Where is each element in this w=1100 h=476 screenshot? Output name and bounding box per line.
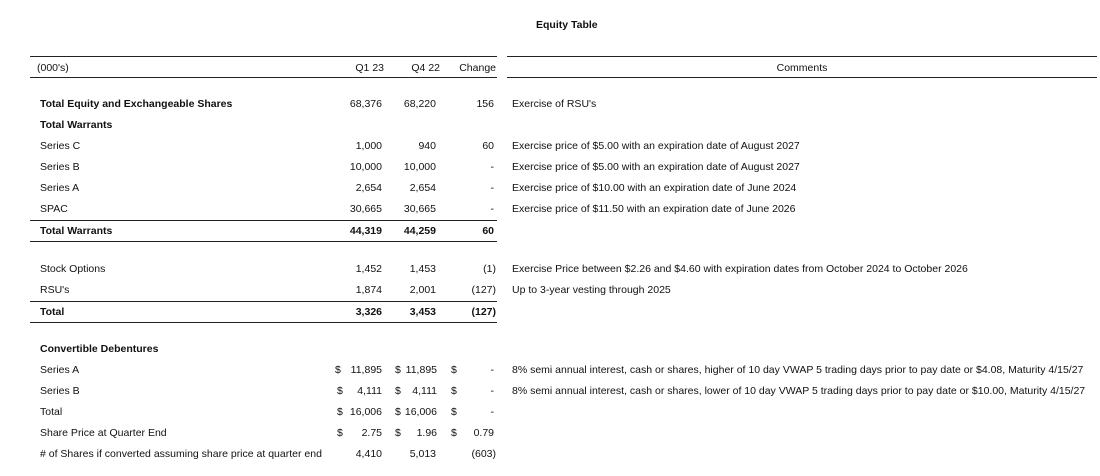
spac-q4: 30,665: [403, 203, 436, 215]
shares-converted-change: (603): [471, 448, 496, 460]
total-options-label: Total: [40, 306, 65, 318]
options-subtotal-rule-bottom: [30, 322, 497, 323]
rsus-q4: 2,001: [409, 284, 436, 296]
series-b-warrant-change: -: [490, 161, 494, 173]
conv-series-b-q1-currency: $: [337, 385, 343, 397]
series-c-comment: Exercise price of $5.00 with an expiration date of August 2027: [512, 140, 800, 152]
column-header-q4: Q4 22: [411, 62, 440, 74]
share-price-q4: 1.96: [416, 427, 437, 439]
series-c-q4: 940: [418, 140, 436, 152]
conv-series-b-change: -: [490, 385, 494, 397]
series-b-warrant-q4: 10,000: [403, 161, 436, 173]
series-c-change: 60: [482, 140, 494, 152]
conv-series-b-q1: 4,111: [357, 385, 382, 397]
shares-converted-label: # of Shares if converted assuming share price at quarter end: [40, 448, 322, 460]
header-bottom-rule-right: [507, 77, 1097, 78]
rsus-q1: 1,874: [355, 284, 382, 296]
header-top-rule-left: [30, 56, 497, 57]
total-options-q1: 3,326: [355, 306, 382, 318]
conv-series-b-q4: 4,111: [412, 385, 437, 397]
rsus-label: RSU's: [40, 284, 70, 296]
conv-series-a-label: Series A: [40, 364, 80, 376]
conv-series-a-q4-currency: $: [395, 364, 401, 376]
series-a-warrant-q1: 2,654: [355, 182, 382, 194]
conv-series-b-comment: 8% semi annual interest, cash or shares, lower of 10 day VWAP 5 trading days prior to pay date or $10.00, Maturity 4/15/27: [512, 385, 1086, 397]
total-equity-q1: 68,376: [349, 98, 382, 110]
series-a-warrant-label: Series A: [40, 182, 80, 194]
conv-series-a-comment: 8% semi annual interest, cash or shares, higher of 10 day VWAP 5 trading days prior to pay date or $4.08, Maturity 4/15/27: [512, 364, 1084, 376]
conv-series-a-change-currency: $: [451, 364, 457, 376]
stock-options-label: Stock Options: [40, 263, 106, 275]
total-warrants-q1: 44,319: [349, 225, 382, 237]
shares-converted-q4: 5,013: [409, 448, 436, 460]
rsus-change: (127): [471, 284, 496, 296]
conv-series-a-q4: 11,895: [405, 364, 437, 376]
conv-series-b-label: Series B: [40, 385, 80, 397]
convertible-debentures-heading: Convertible Debentures: [40, 343, 159, 355]
total-equity-comment: Exercise of RSU's: [512, 98, 597, 110]
column-header-q1: Q1 23: [355, 62, 384, 74]
units-label: (000's): [37, 62, 69, 74]
conv-total-label: Total: [40, 406, 63, 418]
share-price-q4-currency: $: [395, 427, 401, 439]
warrants-subtotal-rule-bottom: [30, 241, 497, 242]
conv-total-q4: 16,006: [404, 406, 437, 418]
share-price-change: 0.79: [473, 427, 494, 439]
total-equity-change: 156: [476, 98, 494, 110]
conv-total-q4-currency: $: [395, 406, 401, 418]
shares-converted-q1: 4,410: [355, 448, 382, 460]
share-price-change-currency: $: [451, 427, 457, 439]
conv-series-a-q1-currency: $: [335, 364, 341, 376]
conv-total-change: -: [490, 406, 494, 418]
series-b-warrant-comment: Exercise price of $5.00 with an expiration date of August 2027: [512, 161, 800, 173]
stock-options-q4: 1,453: [409, 263, 436, 275]
series-b-warrant-label: Series B: [40, 161, 80, 173]
total-equity-q4: 68,220: [403, 98, 436, 110]
stock-options-change: (1): [483, 263, 496, 275]
header-top-rule-right: [507, 56, 1097, 57]
rsus-comment: Up to 3-year vesting through 2025: [512, 284, 671, 296]
spac-change: -: [490, 203, 494, 215]
column-header-comments: Comments: [776, 62, 828, 74]
series-a-warrant-change: -: [490, 182, 494, 194]
share-price-q1: 2.75: [361, 427, 382, 439]
total-warrants-label: Total Warrants: [40, 225, 113, 237]
conv-series-b-change-currency: $: [451, 385, 457, 397]
conv-total-q1: 16,006: [349, 406, 382, 418]
conv-total-change-currency: $: [451, 406, 457, 418]
conv-series-a-q1: 11,895: [350, 364, 382, 376]
total-warrants-q4: 44,259: [403, 225, 436, 237]
stock-options-q1: 1,452: [355, 263, 382, 275]
series-c-label: Series C: [40, 140, 81, 152]
series-c-q1: 1,000: [355, 140, 382, 152]
spac-comment: Exercise price of $11.50 with an expiration date of June 2026: [512, 203, 796, 215]
share-price-label: Share Price at Quarter End: [40, 427, 167, 439]
warrants-subtotal-rule-top: [30, 220, 497, 221]
header-bottom-rule-left: [30, 77, 497, 78]
series-b-warrant-q1: 10,000: [349, 161, 382, 173]
stock-options-comment: Exercise Price between $2.26 and $4.60 with expiration dates from October 2024 to October 2026: [512, 263, 968, 275]
column-header-change: Change: [459, 62, 496, 74]
conv-series-b-q4-currency: $: [395, 385, 401, 397]
conv-series-a-change: -: [490, 364, 494, 376]
total-warrants-change: 60: [482, 225, 494, 237]
series-a-warrant-comment: Exercise price of $10.00 with an expiration date of June 2024: [512, 182, 797, 194]
share-price-q1-currency: $: [337, 427, 343, 439]
total-options-q4: 3,453: [409, 306, 436, 318]
spac-label: SPAC: [40, 203, 68, 215]
page-title: Equity Table: [536, 19, 598, 31]
spac-q1: 30,665: [349, 203, 382, 215]
options-subtotal-rule-top: [30, 301, 497, 302]
total-options-change: (127): [471, 306, 496, 318]
conv-total-q1-currency: $: [337, 406, 343, 418]
series-a-warrant-q4: 2,654: [409, 182, 436, 194]
total-equity-label: Total Equity and Exchangeable Shares: [40, 98, 233, 110]
total-warrants-heading: Total Warrants: [40, 119, 113, 131]
